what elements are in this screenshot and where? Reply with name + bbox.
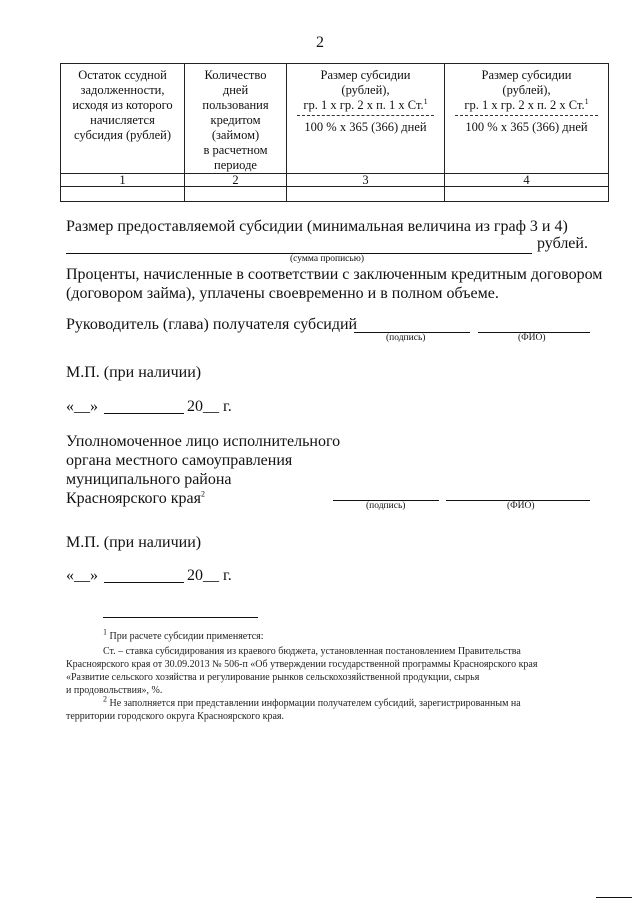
formula-denominator: 100 % х 365 (366) дней (465, 120, 588, 134)
authorized-line-1: Уполномоченное лицо исполнительного (66, 433, 341, 450)
footnote-1-title: $^1$ При расчете субсидии применяется: (103, 627, 264, 642)
formula-divider (297, 115, 434, 116)
footnote-separator (103, 617, 258, 618)
table-cell[interactable] (61, 187, 185, 202)
column-number: 2 (185, 174, 287, 187)
table-header-row (61, 64, 609, 174)
header-subsidy-p2: Размер субсидии (рублей), гр. 1 х гр. 2 х п. 2 х Ст.$^1$ 100 % х 365 (366) дней (445, 64, 609, 174)
table-data-row (61, 187, 609, 202)
formula-numerator: гр. 1 х гр. 2 х п. 1 х Ст. (303, 98, 424, 112)
footnote-1-line-1: Ст. – ставка субсидирования из краевого бюджета, установленная постановлением Правительства (103, 646, 521, 657)
date-line-2[interactable] (104, 582, 184, 583)
formula-divider (455, 115, 598, 116)
page-number: 2 (316, 34, 324, 51)
stamp-label-2: М.П. (при наличии) (66, 534, 202, 551)
head-name-caption: (ФИО) (518, 333, 546, 343)
table-cell[interactable] (287, 187, 445, 202)
date-prefix-2: «__» (66, 567, 98, 584)
footnote-1-line-4: и продовольствия», %. (66, 685, 163, 696)
column-number: 4 (445, 174, 609, 187)
table-cell[interactable] (445, 187, 609, 202)
footnote-2-line-2: территории городского округа Красноярского края. (66, 711, 285, 722)
footnote-2-line-1: $^2$ Не заполняется при представлении информации получателем субсидий, зарегистрированным на (103, 694, 521, 709)
authorized-name-caption: (ФИО) (507, 501, 535, 511)
authorized-line-3: муниципального района (66, 471, 232, 488)
subsidy-size-text: Размер предоставляемой субсидии (минимальная величина из граф 3 и 4) (66, 218, 568, 235)
head-sign-caption: (подпись) (386, 333, 426, 343)
authorized-line-2: органа местного самоуправления (66, 452, 293, 469)
amount-in-words-caption: (сумма прописью) (290, 254, 364, 264)
date-year-1: 20__ г. (187, 398, 232, 415)
formula-numerator: гр. 1 х гр. 2 х п. 2 х Ст. (464, 98, 585, 112)
subsidy-calculation-table (60, 63, 609, 202)
interest-text-line2: (договором займа), уплачены своевременно и в полном объеме. (66, 285, 499, 302)
table-column-numbers-row (61, 174, 609, 187)
stamp-label-1: М.П. (при наличии) (66, 364, 202, 381)
interest-text-line1: Проценты, начисленные в соответствии с заключенным кредитным договором (66, 266, 603, 283)
date-prefix-1: «__» (66, 398, 98, 415)
rubles-suffix: рублей. (537, 235, 588, 252)
date-year-2: 20__ г. (187, 567, 232, 584)
formula-denominator: 100 % х 365 (366) дней (304, 120, 427, 134)
table-cell[interactable] (185, 187, 287, 202)
head-signature-label: Руководитель (глава) получателя субсидий (66, 316, 358, 333)
authorized-line-4: Красноярского края$^2$ (66, 489, 205, 507)
footnote-1-line-2: Красноярского края от 30.09.2013 № 506-п «Об утверждении государственной программы Красноярского края (66, 659, 538, 670)
footnote-1-line-3: «Развитие сельского хозяйства и регулирование рынков сельскохозяйственной продукции, сырья (66, 672, 480, 683)
authorized-sign-caption: (подпись) (366, 501, 406, 511)
header-loan-balance: Остаток ссудной задолженности, исходя из которого начисляется субсидия (рублей) (61, 64, 185, 174)
corner-mark (596, 897, 632, 898)
header-subsidy-p1: Размер субсидии (рублей), гр. 1 х гр. 2 х п. 1 х Ст.$^1$ 100 % х 365 (366) дней (287, 64, 445, 174)
column-number: 3 (287, 174, 445, 187)
date-line-1[interactable] (104, 413, 184, 414)
column-number: 1 (61, 174, 185, 187)
header-days-count: Количество дней пользования кредитом (займом) в расчетном периоде (185, 64, 287, 174)
